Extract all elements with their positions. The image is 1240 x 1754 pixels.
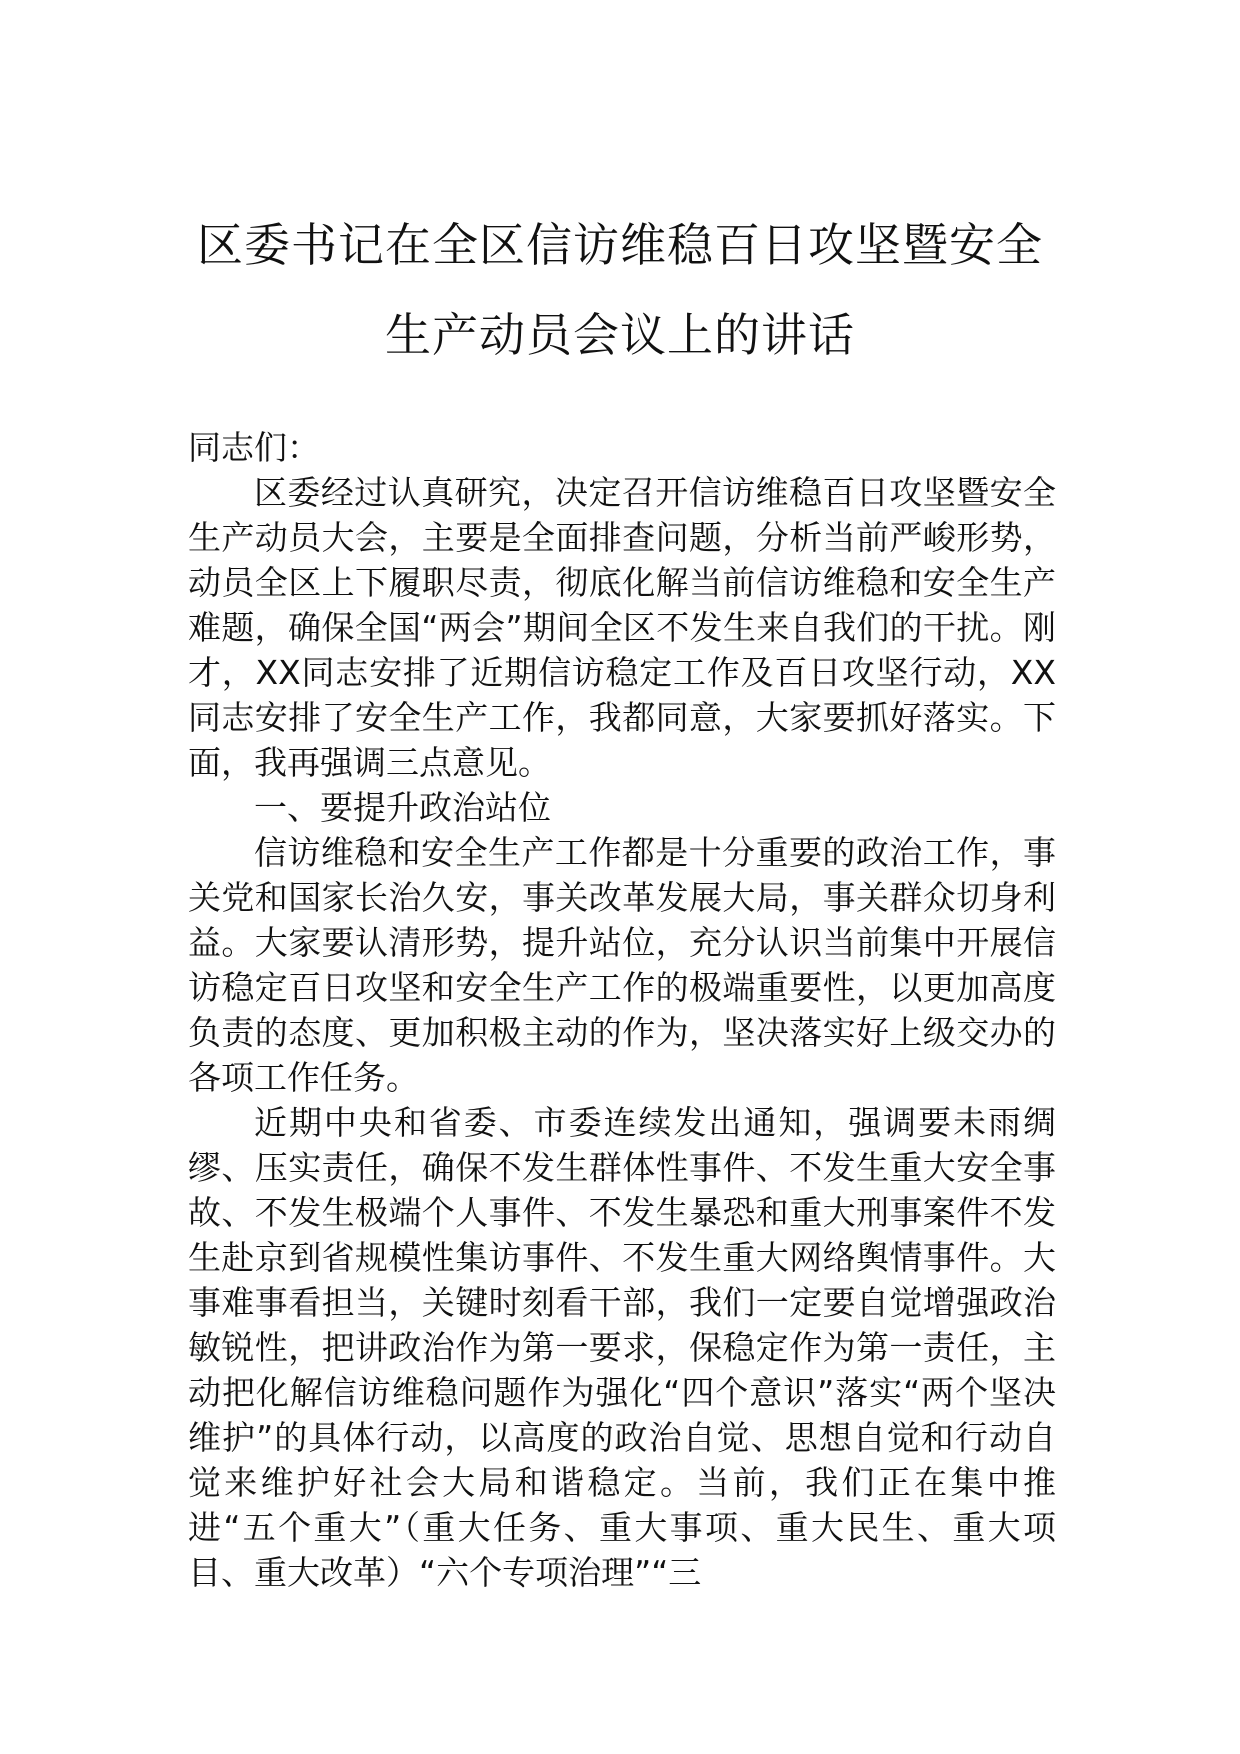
document-title-line-2: 生产动员会议上的讲话 (385, 308, 855, 362)
intro-paragraph: 区委经过认真研究，决定召开信访维稳百日攻坚暨安全生产动员大会，主要是全面排查问题，分析当前严峻形势，动员全区上下履职尽责，彻底化解当前信访维稳和安全生产难题，确保全国“两会”期间全区不发生来自我们的干扰。刚才，XX同志安排了近期信访稳定工作及百日攻坚行动，XX同志安排了安全生产工作，我都同意，大家要抓好落实。下面，我再强调三点意见。 (188, 473, 1056, 782)
section-heading-1: 一、要提升政治站位 (254, 788, 551, 827)
salutation: 同志们： (188, 428, 320, 467)
section-1-paragraph-1: 信访维稳和安全生产工作都是十分重要的政治工作，事关党和国家长治久安，事关改革发展大局，事关群众切身利益。大家要认清形势，提升站位，充分认识当前集中开展信访稳定百日攻坚和安全生产工作的极端重要性，以更加高度负责的态度、更加积极主动的作为，坚决落实好上级交办的各项工作任务。 (188, 833, 1056, 1097)
document-body (188, 425, 1056, 1595)
document-title-line-1: 区委书记在全区信访维稳百日攻坚暨安全 (197, 218, 1043, 272)
section-1-paragraph-2: 近期中央和省委、市委连续发出通知，强调要未雨绸缪、压实责任，确保不发生群体性事件、不发生重大安全事故、不发生极端个人事件、不发生暴恐和重大刑事案件不发生赴京到省规模性集访事件、不发生重大网络舆情事件。大事难事看担当，关键时刻看干部，我们一定要自觉增强政治敏锐性，把讲政治作为第一要求，保稳定作为第一责任，主动把化解信访维稳问题作为强化“四个意识”落实“两个坚决维护”的具体行动，以高度的政治自觉、思想自觉和行动自觉来维护好社会大局和谐稳定。当前，我们正在集中推进“五个重大”（重大任务、重大事项、重大民生、重大项目、重大改革）“六个专项治理”“三 (188, 1103, 1056, 1592)
